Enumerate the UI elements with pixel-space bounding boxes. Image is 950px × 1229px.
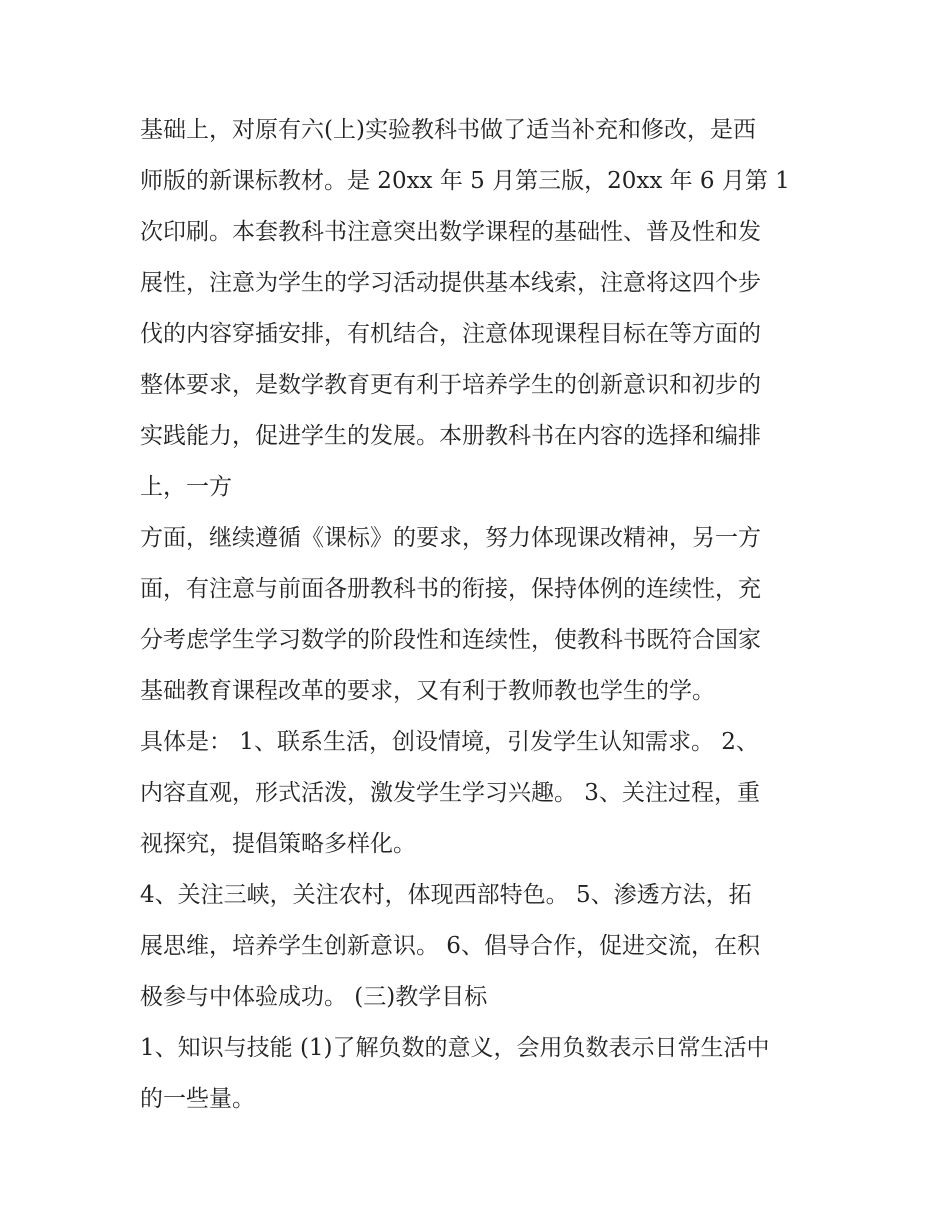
- text-line: 基础教育课程改革的要求，又有利于教师教也学生的学。: [140, 678, 715, 704]
- text-line: 极参与中体验成功。 (三)教学目标: [140, 984, 488, 1010]
- text-line: 伐的内容穿插安排，有机结合，注意体现课程目标在等方面的: [140, 321, 761, 347]
- paragraph-curriculum-standards: [140, 513, 820, 717]
- text-line: 整体要求，是数学教育更有利于培养学生的创新意识和初步的: [140, 372, 761, 398]
- text-line: 内容直观，形式活泼，激发学生学习兴趣。 3、关注过程，重: [140, 780, 760, 806]
- paragraph-features-4-6: [140, 870, 820, 1023]
- text-line: 视探究，提倡策略多样化。: [140, 831, 416, 857]
- text-line: 实践能力，促进学生的发展。本册教科书在内容的选择和编排: [140, 423, 761, 449]
- text-line: 的一些量。: [140, 1086, 255, 1112]
- text-line: 分考虑学生学习数学的阶段性和连续性，使教科书既符合国家: [140, 627, 761, 653]
- text-line: 展思维，培养学生创新意识。 6、倡导合作，促进交流，在积: [140, 933, 760, 959]
- paragraph-textbook-overview: [140, 105, 820, 513]
- text-line: 具体是： 1、联系生活，创设情境，引发学生认知需求。 2、: [140, 729, 759, 755]
- text-line: 师版的新课标教材。是 20xx 年 5 月第三版，20xx 年 6 月第 1: [140, 168, 790, 194]
- text-line: 基础上，对原有六(上)实验教科书做了适当补充和修改，是西: [140, 117, 756, 143]
- text-line: 1、知识与技能 (1)了解负数的意义，会用负数表示日常生活中: [140, 1035, 770, 1061]
- text-line: 4、关注三峡，关注农村，体现西部特色。 5、渗透方法，拓: [140, 882, 752, 908]
- text-line: 面，有注意与前面各册教科书的衔接，保持体例的连续性，充: [140, 576, 761, 602]
- document-body: [140, 105, 820, 1125]
- text-line: 次印刷。本套教科书注意突出数学课程的基础性、普及性和发: [140, 219, 761, 245]
- text-line: 上，一方: [140, 474, 232, 500]
- text-line: 方面，继续遵循《课标》的要求，努力体现课改精神，另一方: [140, 525, 761, 551]
- paragraph-knowledge-skills: [140, 1023, 820, 1125]
- text-line: 展性，注意为学生的学习活动提供基本线索，注意将这四个步: [140, 270, 761, 296]
- paragraph-features-1-3: [140, 717, 820, 870]
